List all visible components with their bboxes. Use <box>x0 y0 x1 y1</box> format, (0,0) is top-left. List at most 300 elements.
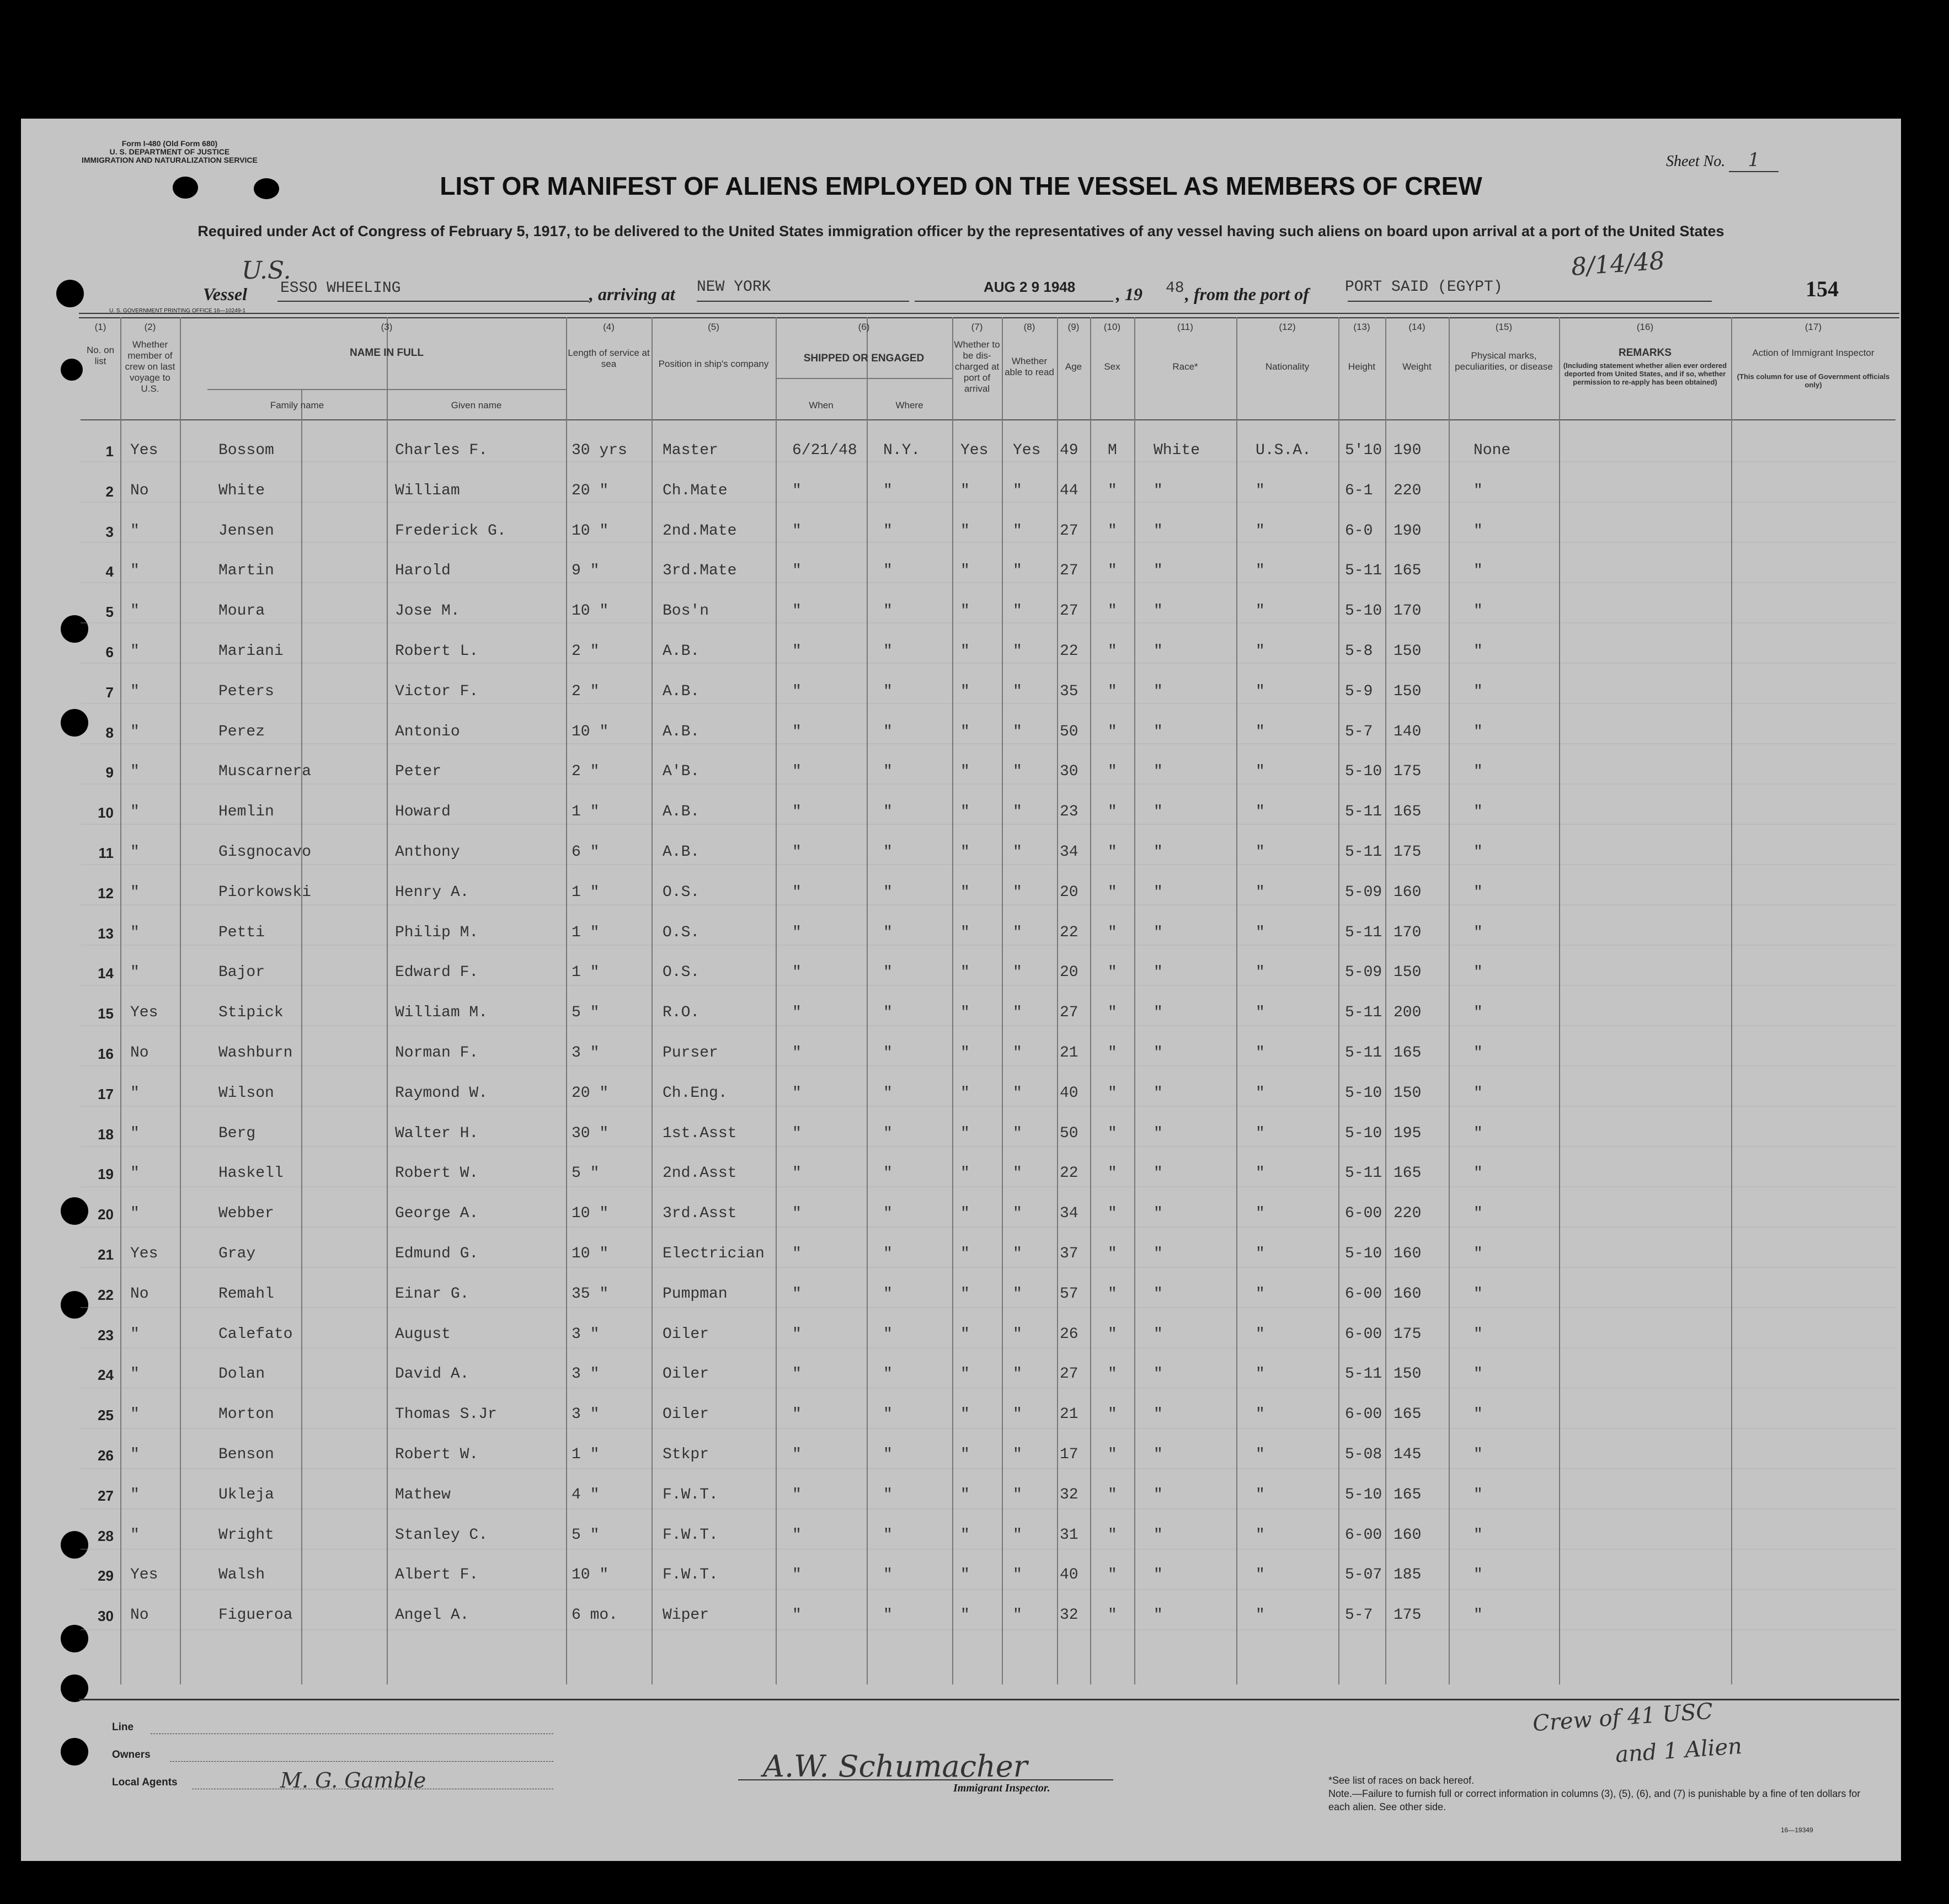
cell-family: Washburn <box>218 1044 293 1062</box>
cell-prev: " <box>130 562 140 580</box>
owners-underline <box>170 1761 553 1762</box>
cell-weight: 150 <box>1393 682 1422 700</box>
cell-where: " <box>883 1406 893 1423</box>
cell-given: Charles F. <box>395 442 488 459</box>
cell-position: Bos'n <box>663 602 709 620</box>
header-c3a: Family name <box>270 400 324 410</box>
cell-sex: " <box>1108 1285 1117 1303</box>
penalty-note: Note.—Failure to furnish full or correct information in columns (3), (5), (6), and (7) is punishable by a fine of ten dollars for each alien. See other side. <box>1328 1788 1861 1812</box>
row-number: 2 <box>105 483 114 500</box>
vessel-prefix: U.S. <box>242 257 291 285</box>
arriving-port: NEW YORK <box>697 279 771 296</box>
cell-nationality: " <box>1256 964 1265 982</box>
cell-prev: Yes <box>130 442 158 459</box>
cell-sex: " <box>1108 964 1117 982</box>
column-number: (10) <box>1103 322 1121 332</box>
cell-discharged: " <box>960 1044 970 1062</box>
table-row <box>81 1608 1895 1630</box>
cell-prev: " <box>130 883 140 901</box>
cell-race: " <box>1154 562 1163 580</box>
cell-given: Albert F. <box>395 1566 479 1584</box>
cell-nationality: " <box>1256 682 1265 700</box>
column-divider <box>566 317 567 1684</box>
cell-marks: " <box>1473 1285 1483 1303</box>
cell-weight: 160 <box>1393 1285 1422 1303</box>
cell-discharged: " <box>960 643 970 660</box>
cell-family: Bossom <box>218 442 274 459</box>
cell-sex: " <box>1108 522 1117 540</box>
table-row <box>81 644 1895 666</box>
cell-marks: " <box>1473 723 1483 740</box>
cell-marks: " <box>1473 1486 1483 1503</box>
column-number: (12) <box>1279 322 1296 332</box>
cell-service: 30 " <box>572 1124 609 1142</box>
cell-service: 3 " <box>572 1366 600 1383</box>
row-number: 17 <box>98 1085 114 1102</box>
cell-position: A.B. <box>663 723 700 740</box>
cell-discharged: " <box>960 763 970 781</box>
cell-read: " <box>1013 643 1022 660</box>
cell-when: " <box>792 1245 802 1262</box>
cell-position: A.B. <box>663 682 700 700</box>
cell-height: 5-11 <box>1345 924 1382 941</box>
service-name: IMMIGRATION AND NATURALIZATION SERVICE <box>82 156 258 164</box>
cell-prev: " <box>130 682 140 700</box>
cell-prev: " <box>130 964 140 982</box>
cell-age: 50 <box>1060 723 1078 740</box>
arriving-label: , arriving at <box>589 284 675 304</box>
header-c17-note: (This column for use of Government officials only) <box>1737 372 1890 389</box>
cell-nationality: " <box>1256 1044 1265 1062</box>
cell-read: " <box>1013 763 1022 781</box>
cell-marks: " <box>1473 1325 1483 1343</box>
cell-where: " <box>883 1084 893 1102</box>
cell-race: " <box>1154 1325 1163 1343</box>
cell-age: 21 <box>1060 1406 1078 1423</box>
row-number: 20 <box>98 1206 114 1223</box>
cell-race: " <box>1154 1406 1163 1423</box>
cell-weight: 220 <box>1393 482 1422 499</box>
line-label: Line <box>112 1721 134 1733</box>
cell-weight: 170 <box>1393 924 1422 941</box>
cell-service: 30 yrs <box>572 442 627 459</box>
cell-age: 44 <box>1060 482 1078 499</box>
row-number: 16 <box>98 1046 114 1062</box>
cell-age: 49 <box>1060 442 1078 459</box>
row-number: 27 <box>98 1487 114 1504</box>
header-c2: Whether member of crew on last voyage to U.S. <box>125 339 175 394</box>
cell-where: " <box>883 602 893 620</box>
punch-hole <box>61 359 83 381</box>
cell-prev: " <box>130 1406 140 1423</box>
cell-age: 22 <box>1060 924 1078 941</box>
cell-where: " <box>883 723 893 740</box>
cell-family: Morton <box>218 1406 274 1423</box>
cell-where: " <box>883 1366 893 1383</box>
cell-sex: " <box>1108 803 1117 821</box>
table-row <box>81 1086 1895 1108</box>
cell-nationality: " <box>1256 763 1265 781</box>
cell-prev: " <box>130 723 140 740</box>
cell-height: 5'10 <box>1345 442 1382 459</box>
cell-position: F.W.T. <box>663 1526 718 1544</box>
cell-family: Calefato <box>218 1325 293 1343</box>
cell-prev: " <box>130 1205 140 1223</box>
table-row <box>81 804 1895 826</box>
table-row <box>81 1046 1895 1068</box>
cell-weight: 150 <box>1393 1366 1422 1383</box>
cell-height: 6-00 <box>1345 1526 1382 1544</box>
cell-race: " <box>1154 1124 1163 1142</box>
cell-read: " <box>1013 1566 1022 1584</box>
cell-race: " <box>1154 1084 1163 1102</box>
cell-marks: " <box>1473 803 1483 821</box>
cell-family: Martin <box>218 562 274 580</box>
cell-where: " <box>883 964 893 982</box>
cell-given: David A. <box>395 1366 469 1383</box>
cell-when: " <box>792 682 802 700</box>
cell-family: Jensen <box>218 522 274 540</box>
cell-position: 2nd.Asst <box>663 1165 737 1182</box>
cell-prev: " <box>130 1124 140 1142</box>
cell-read: " <box>1013 1044 1022 1062</box>
inspector-signature: A.W. Schumacher <box>763 1749 1028 1784</box>
cell-given: Victor F. <box>395 682 479 700</box>
cell-when: " <box>792 1205 802 1223</box>
cell-given: Einar G. <box>395 1285 469 1303</box>
crew-note-2: and 1 Alien <box>1614 1734 1743 1768</box>
row-number: 13 <box>98 925 114 942</box>
cell-sex: " <box>1108 1366 1117 1383</box>
table-row <box>81 965 1895 987</box>
cell-family: Figueroa <box>218 1607 293 1624</box>
cell-where: " <box>883 1446 893 1463</box>
form-number: Form I-480 (Old Form 680) <box>121 139 218 148</box>
cell-prev: " <box>130 1486 140 1503</box>
cell-nationality: " <box>1256 1366 1265 1383</box>
cell-sex: " <box>1108 1165 1117 1182</box>
cell-service: 10 " <box>572 1245 609 1262</box>
cell-nationality: " <box>1256 803 1265 821</box>
cell-race: " <box>1154 924 1163 941</box>
cell-age: 35 <box>1060 682 1078 700</box>
cell-discharged: " <box>960 1165 970 1182</box>
cell-where: " <box>883 1245 893 1262</box>
cell-when: " <box>792 1406 802 1423</box>
cell-when: " <box>792 1446 802 1463</box>
cell-prev: " <box>130 1084 140 1102</box>
cell-height: 5-11 <box>1345 803 1382 821</box>
table-row <box>81 684 1895 706</box>
cell-read: " <box>1013 602 1022 620</box>
page-title: LIST OR MANIFEST OF ALIENS EMPLOYED ON THE VESSEL AS MEMBERS OF CREW <box>440 172 1482 200</box>
column-divider <box>652 317 653 1684</box>
cell-given: Edmund G. <box>395 1245 479 1262</box>
cell-where: " <box>883 1205 893 1223</box>
cell-when: " <box>792 1124 802 1142</box>
column-number: (2) <box>144 322 156 332</box>
cell-weight: 165 <box>1393 1406 1422 1423</box>
cell-where: " <box>883 482 893 499</box>
cell-age: 27 <box>1060 602 1078 620</box>
row-number: 21 <box>98 1246 114 1263</box>
cell-service: 20 " <box>572 1084 609 1102</box>
cell-given: Antonio <box>395 723 460 740</box>
cell-marks: " <box>1473 1526 1483 1544</box>
header-c17: Action of Immigrant Inspector <box>1752 348 1875 358</box>
cell-position: O.S. <box>663 924 700 941</box>
table-row <box>81 724 1895 746</box>
header-bottom-rule <box>81 419 1895 420</box>
cell-nationality: " <box>1256 1486 1265 1503</box>
cell-weight: 165 <box>1393 1165 1422 1182</box>
header-c12: Nationality <box>1265 361 1310 372</box>
cell-where: " <box>883 1004 893 1022</box>
cell-weight: 165 <box>1393 803 1422 821</box>
cell-position: Oiler <box>663 1366 709 1383</box>
cell-prev: " <box>130 803 140 821</box>
cell-service: 20 " <box>572 482 609 499</box>
cell-read: " <box>1013 1124 1022 1142</box>
column-number: (17) <box>1804 322 1822 332</box>
cell-discharged: " <box>960 1084 970 1102</box>
cell-weight: 170 <box>1393 602 1422 620</box>
header-c4: Length of service at sea <box>568 348 650 369</box>
cell-position: 3rd.Mate <box>663 562 737 580</box>
cell-where: " <box>883 1124 893 1142</box>
table-row <box>81 1407 1895 1429</box>
cell-given: Howard <box>395 803 451 821</box>
cell-discharged: " <box>960 682 970 700</box>
column-number: (11) <box>1177 322 1193 332</box>
cell-nationality: " <box>1256 1325 1265 1343</box>
cell-when: " <box>792 1526 802 1544</box>
cell-position: Wiper <box>663 1607 709 1624</box>
cell-race: " <box>1154 844 1163 861</box>
cell-position: A.B. <box>663 643 700 660</box>
cell-race: " <box>1154 883 1163 901</box>
cell-given: Angel A. <box>395 1607 469 1624</box>
cell-marks: " <box>1473 1366 1483 1383</box>
year-label: , 19 <box>1116 284 1142 304</box>
requirement-text: Required under Act of Congress of February 5, 1917, to be delivered to the United States immigration officer by the representatives of any vessel having such aliens on board upon arrival at a port of the United States <box>197 223 1724 239</box>
form-code: 16—19349 <box>1781 1826 1813 1834</box>
cell-prev: " <box>130 522 140 540</box>
column-divider <box>1559 317 1560 1684</box>
cell-when: " <box>792 763 802 781</box>
cell-when: " <box>792 602 802 620</box>
cell-prev: Yes <box>130 1245 158 1262</box>
header-c8: Whether able to read <box>1005 356 1054 377</box>
cell-weight: 165 <box>1393 562 1422 580</box>
cell-nationality: " <box>1256 482 1265 499</box>
cell-age: 23 <box>1060 803 1078 821</box>
cell-discharged: " <box>960 1004 970 1022</box>
cell-discharged: " <box>960 883 970 901</box>
cell-age: 27 <box>1060 522 1078 540</box>
vessel-name: ESSO WHEELING <box>280 280 401 297</box>
cell-prev: " <box>130 1366 140 1383</box>
table-row <box>81 1487 1895 1510</box>
cell-family: Webber <box>218 1205 274 1223</box>
cell-nationality: " <box>1256 1446 1265 1463</box>
cell-nationality: " <box>1256 1285 1265 1303</box>
cell-race: " <box>1154 643 1163 660</box>
cell-height: 5-11 <box>1345 1004 1382 1022</box>
table-row <box>81 604 1895 626</box>
cell-position: Ch.Mate <box>663 482 728 499</box>
header-c5: Position in ship's company <box>658 359 769 369</box>
cell-given: Norman F. <box>395 1044 479 1062</box>
cell-position: Pumpman <box>663 1285 728 1303</box>
cell-given: George A. <box>395 1205 479 1223</box>
column-number: (14) <box>1408 322 1425 332</box>
table-row <box>81 1287 1895 1309</box>
cell-race: White <box>1154 442 1200 459</box>
sheet-value: 1 <box>1729 149 1779 172</box>
cell-family: Dolan <box>218 1366 265 1383</box>
cell-age: 30 <box>1060 763 1078 781</box>
column-divider <box>1236 317 1237 1684</box>
cell-nationality: " <box>1256 1124 1265 1142</box>
footer-top-rule <box>79 1699 1899 1700</box>
row-number: 11 <box>98 845 114 861</box>
cell-height: 5-10 <box>1345 1245 1382 1262</box>
cell-service: 10 " <box>572 602 609 620</box>
cell-where: " <box>883 1285 893 1303</box>
cell-when: " <box>792 562 802 580</box>
cell-sex: " <box>1108 643 1117 660</box>
cell-when: " <box>792 964 802 982</box>
cell-height: 5-11 <box>1345 1044 1382 1062</box>
column-number: (5) <box>708 322 719 332</box>
punch-hole <box>56 280 84 307</box>
cell-service: 1 " <box>572 1446 600 1463</box>
cell-sex: M <box>1108 442 1117 459</box>
cell-discharged: " <box>960 1526 970 1544</box>
printing-office: U. S. GOVERNMENT PRINTING OFFICE 16—10249-1 <box>109 308 246 314</box>
cell-service: 10 " <box>572 1566 609 1584</box>
cell-age: 21 <box>1060 1044 1078 1062</box>
row-number: 5 <box>105 604 114 621</box>
cell-height: 5-07 <box>1345 1566 1382 1584</box>
cell-height: 6-00 <box>1345 1325 1382 1343</box>
cell-sex: " <box>1108 883 1117 901</box>
handwritten-date: 8/14/48 <box>1570 247 1666 281</box>
column-divider <box>180 317 181 1684</box>
cell-service: 1 " <box>572 883 600 901</box>
row-number: 9 <box>105 764 114 781</box>
cell-nationality: " <box>1256 723 1265 740</box>
cell-sex: " <box>1108 1084 1117 1102</box>
cell-given: Walter H. <box>395 1124 479 1142</box>
cell-position: R.O. <box>663 1004 700 1022</box>
cell-read: " <box>1013 522 1022 540</box>
row-number: 6 <box>105 644 114 660</box>
cell-where: " <box>883 562 893 580</box>
cell-height: 5-11 <box>1345 562 1382 580</box>
cell-given: Thomas S.Jr <box>395 1406 497 1423</box>
cell-given: Philip M. <box>395 924 479 941</box>
row-number: 7 <box>105 684 114 701</box>
cell-read: " <box>1013 1245 1022 1262</box>
cell-sex: " <box>1108 1325 1117 1343</box>
cell-discharged: " <box>960 1607 970 1624</box>
cell-given: William <box>395 482 460 499</box>
from-port-underline <box>1348 301 1712 302</box>
department: U. S. DEPARTMENT OF JUSTICE <box>109 147 230 156</box>
date-underline <box>915 301 1113 302</box>
table-row <box>81 483 1895 505</box>
cell-where: " <box>883 803 893 821</box>
cell-given: Jose M. <box>395 602 460 620</box>
cell-race: " <box>1154 1245 1163 1262</box>
column-divider <box>1134 317 1135 1684</box>
cell-sex: " <box>1108 682 1117 700</box>
column-divider <box>1002 317 1003 1684</box>
column-divider <box>1385 317 1386 1684</box>
cell-given: August <box>395 1325 451 1343</box>
from-port-label: , from the port of <box>1185 284 1309 304</box>
cell-height: 5-10 <box>1345 1486 1382 1503</box>
column-number: (15) <box>1495 322 1513 332</box>
cell-nationality: " <box>1256 1566 1265 1584</box>
cell-discharged: " <box>960 1446 970 1463</box>
cell-marks: " <box>1473 1124 1483 1142</box>
cell-height: 6-00 <box>1345 1205 1382 1223</box>
cell-service: 1 " <box>572 964 600 982</box>
cell-weight: 195 <box>1393 1124 1422 1142</box>
cell-marks: " <box>1473 682 1483 700</box>
cell-read: " <box>1013 1285 1022 1303</box>
cell-nationality: " <box>1256 1245 1265 1262</box>
cell-family: Gray <box>218 1245 256 1262</box>
cell-age: 20 <box>1060 883 1078 901</box>
cell-read: " <box>1013 482 1022 499</box>
cell-age: 50 <box>1060 1124 1078 1142</box>
cell-position: A.B. <box>663 803 700 821</box>
cell-given: Frederick G. <box>395 522 506 540</box>
column-number: (13) <box>1353 322 1370 332</box>
row-number: 1 <box>105 443 114 460</box>
inspector-underline <box>738 1779 1113 1780</box>
cell-family: Piorkowski <box>218 883 312 901</box>
cell-sex: " <box>1108 1124 1117 1142</box>
cell-position: O.S. <box>663 964 700 982</box>
header-c14: Weight <box>1402 361 1432 372</box>
header-c13: Height <box>1348 361 1376 372</box>
cell-age: 22 <box>1060 643 1078 660</box>
cell-where: " <box>883 1526 893 1544</box>
cell-family: Berg <box>218 1124 256 1142</box>
cell-family: Mariani <box>218 643 284 660</box>
header-c10: Sex <box>1104 361 1120 372</box>
column-divider <box>387 317 388 1684</box>
header-c3b: Given name <box>451 400 502 410</box>
cell-marks: " <box>1473 602 1483 620</box>
cell-service: 2 " <box>572 763 600 781</box>
from-port: PORT SAID (EGYPT) <box>1345 279 1503 296</box>
cell-when: " <box>792 643 802 660</box>
column-divider <box>952 317 953 1684</box>
cell-sex: " <box>1108 1406 1117 1423</box>
cell-marks: " <box>1473 562 1483 580</box>
cell-family: Haskell <box>218 1165 284 1182</box>
row-number: 30 <box>98 1608 114 1625</box>
row-number: 24 <box>98 1367 114 1384</box>
cell-position: F.W.T. <box>663 1486 718 1503</box>
cell-service: 5 " <box>572 1526 600 1544</box>
